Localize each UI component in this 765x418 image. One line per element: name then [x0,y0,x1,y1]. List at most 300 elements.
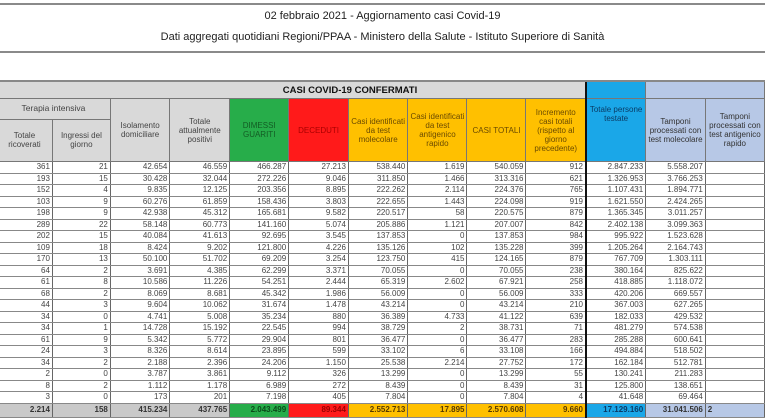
table-cell [705,357,764,369]
table-cell: 5.074 [289,219,349,231]
table-cell: 182.033 [586,311,646,323]
table-cell: 8.439 [467,380,526,392]
table-cell: 13 [52,254,110,266]
table-cell: 41.648 [586,392,646,404]
table-cell: 138.651 [646,380,706,392]
table-cell: 60.276 [110,196,169,208]
table-cell: 311.850 [348,173,407,185]
table-cell: 518.502 [646,346,706,358]
table-cell: 7.198 [230,392,289,404]
table-cell: 13.299 [348,369,407,381]
table-cell: 27.213 [289,162,349,174]
table-cell: 2 [52,357,110,369]
table-cell: 1.523.628 [646,231,706,243]
table-cell: 3 [52,346,110,358]
table-cell: 9.604 [110,300,169,312]
table-cell: 64 [0,265,52,277]
table-cell: 38.731 [467,323,526,335]
col-header-attualmente-positivi: Totale attualmente positivi [170,99,230,162]
table-cell: 45.312 [170,208,230,220]
table-cell: 879 [526,254,586,266]
table-cell: 1.443 [408,196,467,208]
table-cell: 220.517 [348,208,407,220]
table-cell: 3.691 [110,265,169,277]
table-cell: 6.989 [230,380,289,392]
table-cell: 4.385 [170,265,230,277]
table-cell: 36.477 [467,334,526,346]
table-row [0,231,765,243]
col-header-persone-testate: Totale persone testate [586,99,646,162]
table-cell: 137.853 [348,231,407,243]
table-cell: 14.728 [110,323,169,335]
table-cell: 1.118.072 [646,277,706,289]
table-row [0,323,765,335]
table-cell: 466.287 [230,162,289,174]
table-cell: 123.750 [348,254,407,266]
table-cell: 46.559 [170,162,230,174]
table-cell: 15 [52,173,110,185]
table-cell: 627.265 [646,300,706,312]
table-row [0,346,765,358]
table-cell: 2 [52,288,110,300]
table-cell: 166 [526,346,586,358]
table-cell [705,288,764,300]
table-cell: 224.098 [467,196,526,208]
table-cell: 399 [526,242,586,254]
table-cell: 429.532 [646,311,706,323]
table-row [0,311,765,323]
table-cell: 61 [0,334,52,346]
table-cell: 173 [110,392,169,404]
group-header-confermati: CASI COVID-19 CONFERMATI [0,81,586,99]
table-cell: 222.655 [348,196,407,208]
table-cell [705,277,764,289]
col-header-dimessi-guariti: DIMESSI GUARITI [230,99,289,162]
table-cell: 621 [526,173,586,185]
table-cell: 10.586 [110,277,169,289]
table-cell: 60.773 [170,219,230,231]
col-header-tamponi-antigenico: Tamponi processati con test antigenico rapido [705,99,764,162]
col-header-casi-molecolare: Casi identificati da test molecolare [348,99,407,162]
table-cell: 23.895 [230,346,289,358]
table-cell: 639 [526,311,586,323]
table-cell: 152 [0,185,52,197]
table-cell: 69.464 [646,392,706,404]
table-cell: 6 [408,346,467,358]
table-cell: 30.428 [110,173,169,185]
table-cell: 0 [408,380,467,392]
table-cell: 285.288 [586,334,646,346]
table-cell [705,311,764,323]
table-cell: 283 [526,334,586,346]
table-cell: 70.055 [348,265,407,277]
table-cell: 540.059 [467,162,526,174]
table-cell: 2 [52,380,110,392]
table-cell: 210 [526,300,586,312]
table-cell: 3.803 [289,196,349,208]
table-cell: 3.099.363 [646,219,706,231]
table-cell: 3.787 [110,369,169,381]
table-cell: 69.209 [230,254,289,266]
table-cell: 8 [52,277,110,289]
table-cell: 1.303.111 [646,254,706,266]
table-cell: 8.895 [289,185,349,197]
table-cell: 669.557 [646,288,706,300]
table-row [0,254,765,266]
table-row [0,265,765,277]
table-cell: 2.214 [408,357,467,369]
table-cell: 919 [526,196,586,208]
table-cell: 220.575 [467,208,526,220]
covid-data-table-container [0,80,765,418]
table-cell: 1.107.431 [586,185,646,197]
table-cell: 43.214 [467,300,526,312]
table-cell: 3.011.257 [646,208,706,220]
table-cell: 27.752 [467,357,526,369]
table-cell: 3.766.253 [646,173,706,185]
table-cell [705,231,764,243]
table-cell: 135.126 [348,242,407,254]
table-cell: 35.234 [230,311,289,323]
table-cell: 41.122 [467,311,526,323]
table-cell: 193 [0,173,52,185]
table-cell: 203.356 [230,185,289,197]
table-cell: 70.055 [467,265,526,277]
table-cell: 9.112 [230,369,289,381]
table-cell: 0 [408,369,467,381]
table-cell: 0 [408,288,467,300]
table-cell: 326 [289,369,349,381]
table-cell: 55 [526,369,586,381]
table-cell: 842 [526,219,586,231]
table-cell: 18 [52,242,110,254]
table-cell: 415 [408,254,467,266]
table-cell: 22.545 [230,323,289,335]
table-cell: 211.283 [646,369,706,381]
table-cell: 984 [526,231,586,243]
table-cell: 2.188 [110,357,169,369]
table-cell [705,346,764,358]
table-row [0,369,765,381]
table-cell: 8.439 [348,380,407,392]
table-cell: 36.389 [348,311,407,323]
table-row [0,334,765,346]
table-cell: 5.342 [110,334,169,346]
table-cell: 198 [0,208,52,220]
table-cell: 258 [526,277,586,289]
total-cell: 2 [705,403,764,417]
table-cell: 1.121 [408,219,467,231]
col-header-tamponi-molecolare: Tamponi processati con test molecolare [646,99,706,162]
table-row [0,162,765,174]
total-cell: 2.214 [0,403,52,417]
table-cell: 2.424.265 [646,196,706,208]
table-cell [705,323,764,335]
total-cell: 31.041.506 [646,403,706,417]
table-cell [705,392,764,404]
table-cell: 58 [408,208,467,220]
table-cell: 62.299 [230,265,289,277]
col-header-casi-totali: CASI TOTALI [467,99,526,162]
table-row [0,196,765,208]
table-cell: 4.226 [289,242,349,254]
table-cell: 50.100 [110,254,169,266]
table-cell: 481.279 [586,323,646,335]
table-cell: 2.114 [408,185,467,197]
table-cell: 71 [526,323,586,335]
table-row [0,300,765,312]
table-cell [705,300,764,312]
table-cell: 494.884 [586,346,646,358]
table-cell: 1.619 [408,162,467,174]
table-cell: 12.125 [170,185,230,197]
table-cell: 1.326.953 [586,173,646,185]
table-cell: 801 [289,334,349,346]
table-cell [705,254,764,266]
table-cell [705,162,764,174]
table-cell [705,369,764,381]
table-cell: 44 [0,300,52,312]
table-cell: 0 [408,334,467,346]
table-cell: 135.228 [467,242,526,254]
table-cell: 8.614 [170,346,230,358]
report-title-bar [0,3,765,53]
table-cell: 205.886 [348,219,407,231]
table-cell: 54.251 [230,277,289,289]
table-cell: 22 [52,219,110,231]
table-cell [705,185,764,197]
table-cell: 9 [52,196,110,208]
table-cell: 599 [289,346,349,358]
table-cell: 224.376 [467,185,526,197]
table-cell: 33.102 [348,346,407,358]
table-cell: 61.859 [170,196,230,208]
table-row [0,208,765,220]
table-cell [705,334,764,346]
group-header-terapia-intensiva: Terapia intensiva [0,99,110,120]
table-cell: 0 [52,369,110,381]
col-header-deceduti: DECEDUTI [289,99,349,162]
table-cell: 162.184 [586,357,646,369]
table-cell: 121.800 [230,242,289,254]
table-cell: 825.622 [646,265,706,277]
table-cell: 4.733 [408,311,467,323]
table-cell: 130.241 [586,369,646,381]
table-row [0,173,765,185]
table-cell: 765 [526,185,586,197]
table-cell: 2.396 [170,357,230,369]
table-cell: 165.681 [230,208,289,220]
total-cell: 2.043.499 [230,403,289,417]
table-cell: 5.558.207 [646,162,706,174]
table-cell: 5.772 [170,334,230,346]
table-cell: 45.342 [230,288,289,300]
table-cell: 420.206 [586,288,646,300]
table-cell: 9 [52,334,110,346]
table-cell: 995.922 [586,231,646,243]
table-row [0,380,765,392]
table-cell: 41.613 [170,231,230,243]
table-cell: 170 [0,254,52,266]
table-cell: 5.008 [170,311,230,323]
table-cell: 1.365.345 [586,208,646,220]
table-cell: 512.781 [646,357,706,369]
table-cell: 994 [289,323,349,335]
table-cell: 31.674 [230,300,289,312]
table-cell: 0 [52,311,110,323]
total-cell: 9.660 [526,403,586,417]
table-cell: 367.003 [586,300,646,312]
table-row [0,185,765,197]
total-cell: 17.129.160 [586,403,646,417]
table-cell: 56.009 [348,288,407,300]
table-cell: 34 [0,323,52,335]
table-cell: 24.206 [230,357,289,369]
table-cell: 574.538 [646,323,706,335]
table-cell: 207.007 [467,219,526,231]
table-cell: 3.371 [289,265,349,277]
table-cell: 1.621.550 [586,196,646,208]
table-cell: 1.150 [289,357,349,369]
table-cell: 2.164.743 [646,242,706,254]
table-cell: 8.681 [170,288,230,300]
table-cell: 8.424 [110,242,169,254]
table-cell [705,208,764,220]
table-cell: 34 [0,311,52,323]
table-cell: 9.582 [289,208,349,220]
table-cell: 7.804 [467,392,526,404]
table-cell: 109 [0,242,52,254]
table-cell: 1.466 [408,173,467,185]
table-cell: 68 [0,288,52,300]
table-cell: 2 [408,323,467,335]
report-subtitle: Dati aggregati quotidiani Regioni/PPAA - Ministero della Salute - Istituto Superiore di Sanità [160,31,605,43]
table-row [0,392,765,404]
table-cell: 67.921 [467,277,526,289]
table-cell: 272.226 [230,173,289,185]
table-cell: 56.009 [467,288,526,300]
col-header-casi-antigenico: Casi identificati da test antigenico rapido [408,99,467,162]
table-cell [705,242,764,254]
table-cell: 4.741 [110,311,169,323]
table-cell: 767.709 [586,254,646,266]
table-cell: 272 [289,380,349,392]
table-row [0,357,765,369]
table-cell: 879 [526,208,586,220]
table-cell: 61 [0,277,52,289]
table-body [0,162,765,418]
table-cell: 3.254 [289,254,349,266]
table-cell: 40.084 [110,231,169,243]
table-cell: 172 [526,357,586,369]
table-cell: 4 [52,185,110,197]
table-cell: 15.192 [170,323,230,335]
table-cell: 13.299 [467,369,526,381]
table-cell: 0 [52,392,110,404]
table-cell: 2 [52,265,110,277]
group-header-testate-band [586,81,646,99]
table-cell [705,219,764,231]
table-cell: 1.986 [289,288,349,300]
report-title: 02 febbraio 2021 - Aggiornamento casi Covid-19 [264,10,501,22]
table-cell: 3.545 [289,231,349,243]
table-cell: 201 [170,392,230,404]
table-cell: 103 [0,196,52,208]
table-cell: 1 [52,323,110,335]
col-header-totale-ricoverati: Totale ricoverati [0,119,52,161]
table-cell: 9 [52,208,110,220]
col-header-isolamento: Isolamento domiciliare [110,99,169,162]
table-cell: 0 [408,231,467,243]
table-row [0,288,765,300]
total-cell: 158 [52,403,110,417]
table-cell: 29.904 [230,334,289,346]
table-cell: 418.885 [586,277,646,289]
table-cell: 600.641 [646,334,706,346]
table-cell: 32.044 [170,173,230,185]
table-cell: 11.226 [170,277,230,289]
table-cell: 1.178 [170,380,230,392]
table-cell: 43.214 [348,300,407,312]
group-header-tamponi-band [646,81,765,99]
table-cell: 2.847.233 [586,162,646,174]
total-cell: 2.552.713 [348,403,407,417]
table-cell: 0 [408,300,467,312]
table-cell: 65.319 [348,277,407,289]
table-cell: 10.062 [170,300,230,312]
table-cell: 15 [52,231,110,243]
table-cell: 2.402.138 [586,219,646,231]
table-cell: 1.112 [110,380,169,392]
table-cell: 3.861 [170,369,230,381]
table-cell [705,380,764,392]
table-cell: 92.695 [230,231,289,243]
table-cell: 125.800 [586,380,646,392]
table-cell: 158.436 [230,196,289,208]
col-header-ingressi: Ingressi del giorno [52,119,110,161]
table-cell: 538.440 [348,162,407,174]
table-cell: 1.894.771 [646,185,706,197]
table-cell: 202 [0,231,52,243]
table-cell: 51.702 [170,254,230,266]
table-cell: 31 [526,380,586,392]
col-header-incremento: Incremento casi totali (rispetto al giorno precedente) [526,99,586,162]
table-cell: 34 [0,357,52,369]
table-cell: 3 [52,300,110,312]
table-cell: 1.205.264 [586,242,646,254]
total-cell: 89.344 [289,403,349,417]
total-cell: 17.895 [408,403,467,417]
table-cell: 289 [0,219,52,231]
total-cell: 2.570.608 [467,403,526,417]
table-cell: 380.164 [586,265,646,277]
table-cell: 9.835 [110,185,169,197]
table-row [0,277,765,289]
table-cell: 8 [0,380,52,392]
table-cell: 2.602 [408,277,467,289]
table-cell: 0 [408,265,467,277]
table-cell: 124.165 [467,254,526,266]
table-cell: 1.478 [289,300,349,312]
table-cell: 2.444 [289,277,349,289]
table-cell: 238 [526,265,586,277]
table-cell: 313.316 [467,173,526,185]
table-cell: 21 [52,162,110,174]
table-cell: 912 [526,162,586,174]
table-cell: 9.046 [289,173,349,185]
table-cell: 33.108 [467,346,526,358]
table-cell: 7.804 [348,392,407,404]
